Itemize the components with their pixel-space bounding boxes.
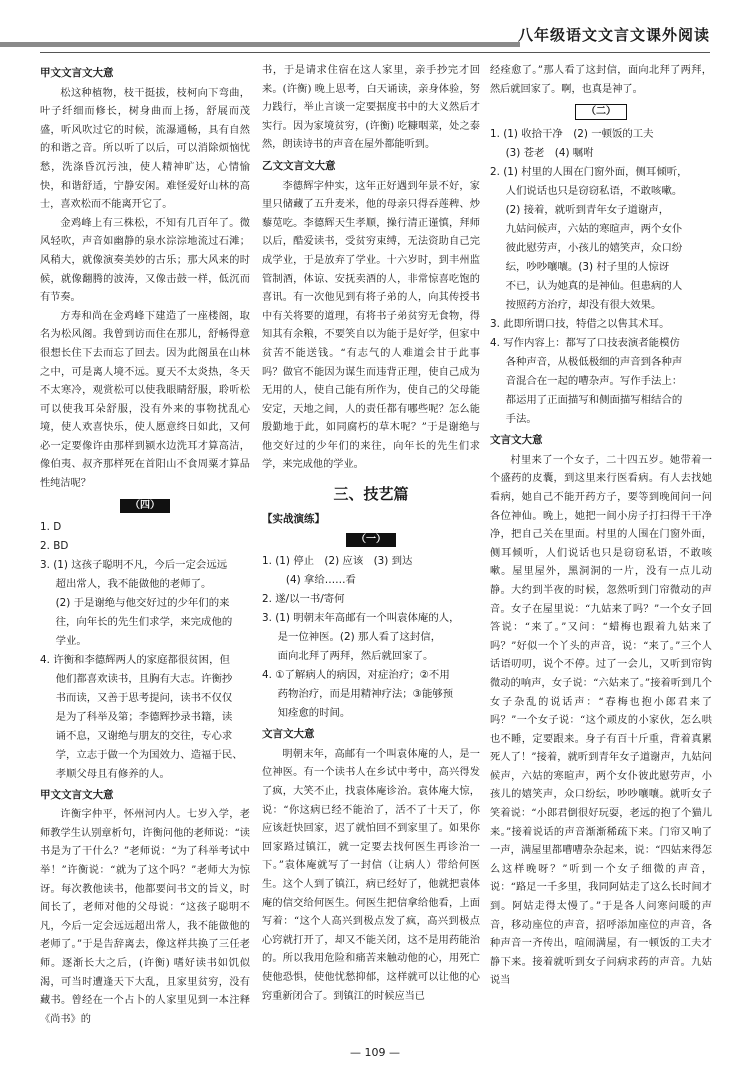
- answer-line: 1. (1) 收拾干净 (2) 一顿饭的工夫: [490, 128, 654, 141]
- paragraph: 金鸡峰上有三株松，不知有几百年了。微风轻吹，声音如幽静的泉水淙淙地流过石滩；风稍大，就像演奏美妙的古乐；那大风来的时候，就像翻腾的波涛，又像击鼓一样，低沉而有节奏。: [40, 217, 250, 304]
- section-heading: 文言文大意: [262, 728, 315, 741]
- answer-line: 手法。: [505, 413, 537, 426]
- answer-line: 2. 遂/以一书/寄何: [262, 593, 345, 606]
- paragraph: 明朝末年，高邮有一个叫袁体庵的人，是一位神医。有一个读书人在乡试中考中，高兴得发了疯，大笑不止，找袁体庵诊治。袁体庵大惊，说：“你这病已经不能治了，活不了十天了，你应该赶快回家，迟了就怕回不到家里了。如果你回家路过镇江，就一定要去找何医生再诊治一下。”袁体庵就写了一封信（让病人）带给何医生。这个人到了镇江，病已经好了，他就把袁体庵的信交给何医生。何医生把信拿给他看，上面写着：“这个人高兴到极点发了疯，高兴到极点心窍就打开了，却又不能关闭，这不是用药能治的。所以我用危险和痛苦来触动他的心，用死亡使他恐惧，使他忧愁抑郁，这样就可以让他的心窍重新闭合了。到镇江的时候应当已: [262, 748, 480, 1002]
- answer-line: 3. (1) 明朝末年高邮有一个叫袁体庵的人，: [262, 612, 460, 625]
- paragraph: 村里来了一个女子，二十四五岁。她带着一个盛药的皮囊，到这里来行医看病。有人去找她看病，她自己不能开药方子，要等到晚间问一问各位神仙。晚上，她把一间小房子打扫得干干净净，把自己关在里面。村里的人围在门窗外面，侧耳倾听，人们说话也只是窃窃私语，不敢咳嗽。屋里屋外，黑洞洞的一片，没有一点儿动静。大约到半夜的时候，忽然听到门帘微动的声音。女子在屋里说：“九姑来了吗？”一个女子回答说：“来了。”又问：“蜡梅也跟着九姑来了吗？”好似一个丫头的声音，说：“来了。”三个人话语叨叨，说个不停。过了一会儿，又听到帘钩微动的响声，女子说：“六姑来了。”接着听到几个女子杂乱的说话声：“春梅也抱小郎君来了吗？”一个女子说：“这个顽皮的小家伙，怎么哄也不睡，定要跟来。身子有百十斤重，背着真累死人了！”接着，就听到青年女子道谢声，九姑问候声，六姑的寒暄声，两个女仆彼此慰劳声，小孩儿的嬉笑声，众口纷纭，吵吵嚷嚷。就听女子笑着说：“小郎君倒很好玩耍，老远的抱了个猫儿来。”接着说话的声音渐渐稀疏下来。门帘又响了一声，满屋里都嘈嘈杂杂起来，说：“四姑来得怎么这样晚呀？”听到一个女子细微的声音，说：“路足一千多里，我同阿姑走了这么长时间才到。阿姑走得太慢了。”于是各人问寒问暖的声音，移动座位的声音，招呼添加座位的声音，各种声音一齐传出，喧闹满屋，有一顿饭的工夫才静下来。接着就听到女子问病求药的声音。九姑说当: [490, 454, 712, 987]
- answer-line: 3. 此即所谓口技，特借之以售其术耳。: [490, 318, 670, 331]
- page-header-title: 八年级语文文言文课外阅读: [517, 26, 710, 44]
- answer-line: (3) 苍老 (4) 嘱咐: [505, 147, 594, 160]
- answer-line: 纭，吵吵嚷嚷。(3) 村子里的人惊讶: [505, 261, 670, 274]
- paragraph: 经痊愈了。”那人看了这封信，面向北拜了两拜，然后就回家了。啊，也真是神了。: [490, 65, 712, 95]
- answer-line: 1. D: [40, 520, 62, 533]
- column-middle: [262, 62, 480, 1006]
- answer-line: 2. (1) 村里的人围在门窗外面，侧耳倾听，: [490, 166, 688, 179]
- answer-line: 1. (1) 停止 (2) 应该 (3) 到达: [262, 555, 413, 568]
- paragraph: 书，于是请求住宿在这人家里，亲手抄完才回来。(许衡) 晚上思考，白天诵读，亲身体验，努力践行，举止言谈一定要据度书中的大义然后才实行。因为家境贫穷，(许衡) 吃糠咽菜，处之泰然，朗读诗书的声音在屋外都能听到。: [262, 65, 480, 151]
- answer-line: 2. BD: [40, 539, 69, 552]
- answer-line: 不已，认为她真的是神仙。但患病的人: [505, 280, 683, 293]
- answer-line: 4. ①了解病人的病因，对症治疗；②不用: [262, 669, 450, 682]
- answer-line: 各种声音，从极低极细的声音到各种声: [505, 356, 683, 369]
- paragraph: 许衡字仲平，怀州河内人。七岁入学，老师教学生认别章析句，许衡问他的老师说：“读书是为了干什么？”老师说：“为了科举考试中举！”许衡说：“就为了这个吗？”老师大为惊讶。每次教他读书，他都要问书文的旨义，时间长了，老师对他的父母说：“这孩子聪明不凡，今后一定会远远超出常人，我不能做他的老师了。”于是告辞离去，像这样共换了三任老师。逐渐长大之后，(许衡) 嗜好读书如饥似渴，可当时遭逢天下大乱，且家里贫穷，没有藏书。曾经在一个占卜的人家里见到一本注释《尚书》的: [40, 809, 250, 1025]
- question-number-badge: （二）: [575, 104, 627, 120]
- answer-line: 4. 写作内容上：都写了口技表演者能模仿: [490, 337, 680, 350]
- header-rule: [40, 52, 710, 53]
- question-number-badge: （四）: [120, 499, 170, 513]
- answer-line: 人们说话也只是窃窃私语，不敢咳嗽。: [505, 185, 683, 198]
- answer-line: 面向北拜了两拜，然后就回家了。: [277, 650, 434, 663]
- section-heading: 文言文大意: [490, 434, 543, 447]
- answer-line: (2) 于是谢绝与他交好过的少年们的来: [55, 596, 230, 609]
- answer-line: 4. 许衡和李德辉两人的家庭都很贫困，但: [40, 653, 230, 666]
- page-number: — 109 —: [350, 1046, 400, 1059]
- section-heading: 乙文文言文大意: [262, 159, 336, 172]
- answer-line: 他们都喜欢读书，且胸有大志。许衡抄: [55, 672, 233, 685]
- header-bar: [0, 42, 520, 47]
- section-heading: 【实战演练】: [262, 512, 325, 525]
- answer-line: 学，立志于做一个为国效力、造福于民、: [55, 748, 243, 761]
- answer-line: (2) 接着，就听到青年女子道谢声，: [505, 204, 670, 217]
- paragraph: 松这种植物，枝干挺拔，枝柯向下弯曲，叶子纤细而修长，树身曲而上扬，舒展而茂盛，听风吹过它的时候，流瀑通畅，具有自然的和谐之音。所以听了以后，可以消除烦恼忧愁，洗涤昏沉污浊，使人精神旷达，心情愉快，和谐舒适，宁静安闲。难怪爱好山林的高士，喜欢松而不能离开它了。: [40, 87, 250, 211]
- column-right: [490, 62, 712, 991]
- answer-line: 书而读，又善于思考提问，读书不仅仅: [55, 691, 233, 704]
- answer-line: 都运用了正面描写和侧面描写相结合的: [505, 394, 683, 407]
- answer-line: 往，向年长的先生们求学，来完成他的: [55, 615, 233, 628]
- question-number-badge: （一）: [346, 533, 396, 547]
- answer-line: 诵不息，又谢绝与朋友的交往，专心求: [55, 729, 233, 742]
- column-left: [40, 62, 250, 1029]
- chapter-title: 三、技艺篇: [333, 485, 409, 504]
- answer-line: 学业。: [55, 634, 87, 647]
- section-heading: 甲文文言文大意: [40, 788, 114, 801]
- paragraph: 李德辉字仲实，这年正好遇到年景不好，家里只储藏了五升麦米，他的母亲只得吞莲稗、炒藜苋吃。李德辉天生孝顺，操行清正谨慎，拜师以后，酷爱读书，受贫穷束缚，无法资助自己完成学业，于是放弃了学业。十六岁时，到丰州监管制酒，体谅、安抚卖酒的人，非常惊喜吃饱的喜讯。有一次他见到有将子弟的人，向其传授书中有关将要的道理，有将书子弟贫穷无食物，得知其有余粮，不要笑自以为能于是好学，但家中贫苦不能送钱。“有志气的人难道会甘于此事吗？做官不能因为谋生而违背正理，使自己成为无用的人，使自己能有所作为，使自己的父母能安定，天地之间，人的责任都有哪些呢？怎么能殷勤地于此，如同腐朽的草木呢？”于是谢绝与他交好过的少年们的来往，向年长的先生们求学，来完成他的学业。: [262, 180, 480, 471]
- answer-line: 九姑问候声，六姑的寒暄声，两个女仆: [505, 223, 683, 236]
- answer-line: 超出常人，我不能做他的老师了。: [55, 577, 212, 590]
- answer-line: 按照药方治疗，却没有很大效果。: [505, 299, 662, 312]
- answer-line: 知痊愈的时间。: [277, 707, 351, 720]
- answer-line: 音混合在一起的嘈杂声。写作手法上：: [505, 375, 683, 388]
- section-heading: 甲文文言文大意: [40, 67, 114, 79]
- answer-line: 是一位神医。(2) 那人看了这封信，: [277, 631, 442, 644]
- answer-line: 药物治疗，而是用精神疗法；③能够预: [277, 688, 454, 701]
- answer-line: 是为了科举及第；李德辉抄录书籍，读: [55, 710, 233, 723]
- answer-line: 3. (1) 这孩子聪明不凡，今后一定会远远: [40, 558, 228, 571]
- paragraph: 方寿和尚在金鸡峰下建造了一座楼阁，取名为松风阁。我曾到访而住在那儿，舒畅得意很想长住下去而忘了回去。因为此阁虽在山林之中，可是离人境不远。夏天不太炎热，冬天不太寒冷，观赏松可以使我眼睛舒服，聆听松可以使我耳朵舒服，没有外来的事物扰乱心境，使人欢喜快乐，使人愿意终日如此，又何必一定要像许由那样到颍水边洗耳才算高洁，像伯夷、叔齐那样死在首阳山不食周粟才算品性纯洁呢？: [40, 310, 250, 490]
- answer-line: 孝顺父母且有修养的人。: [55, 767, 170, 780]
- answer-line: 彼此慰劳声，小孩儿的嬉笑声，众口纷: [505, 242, 683, 255]
- answer-line: (4) 拿给……看: [285, 574, 356, 587]
